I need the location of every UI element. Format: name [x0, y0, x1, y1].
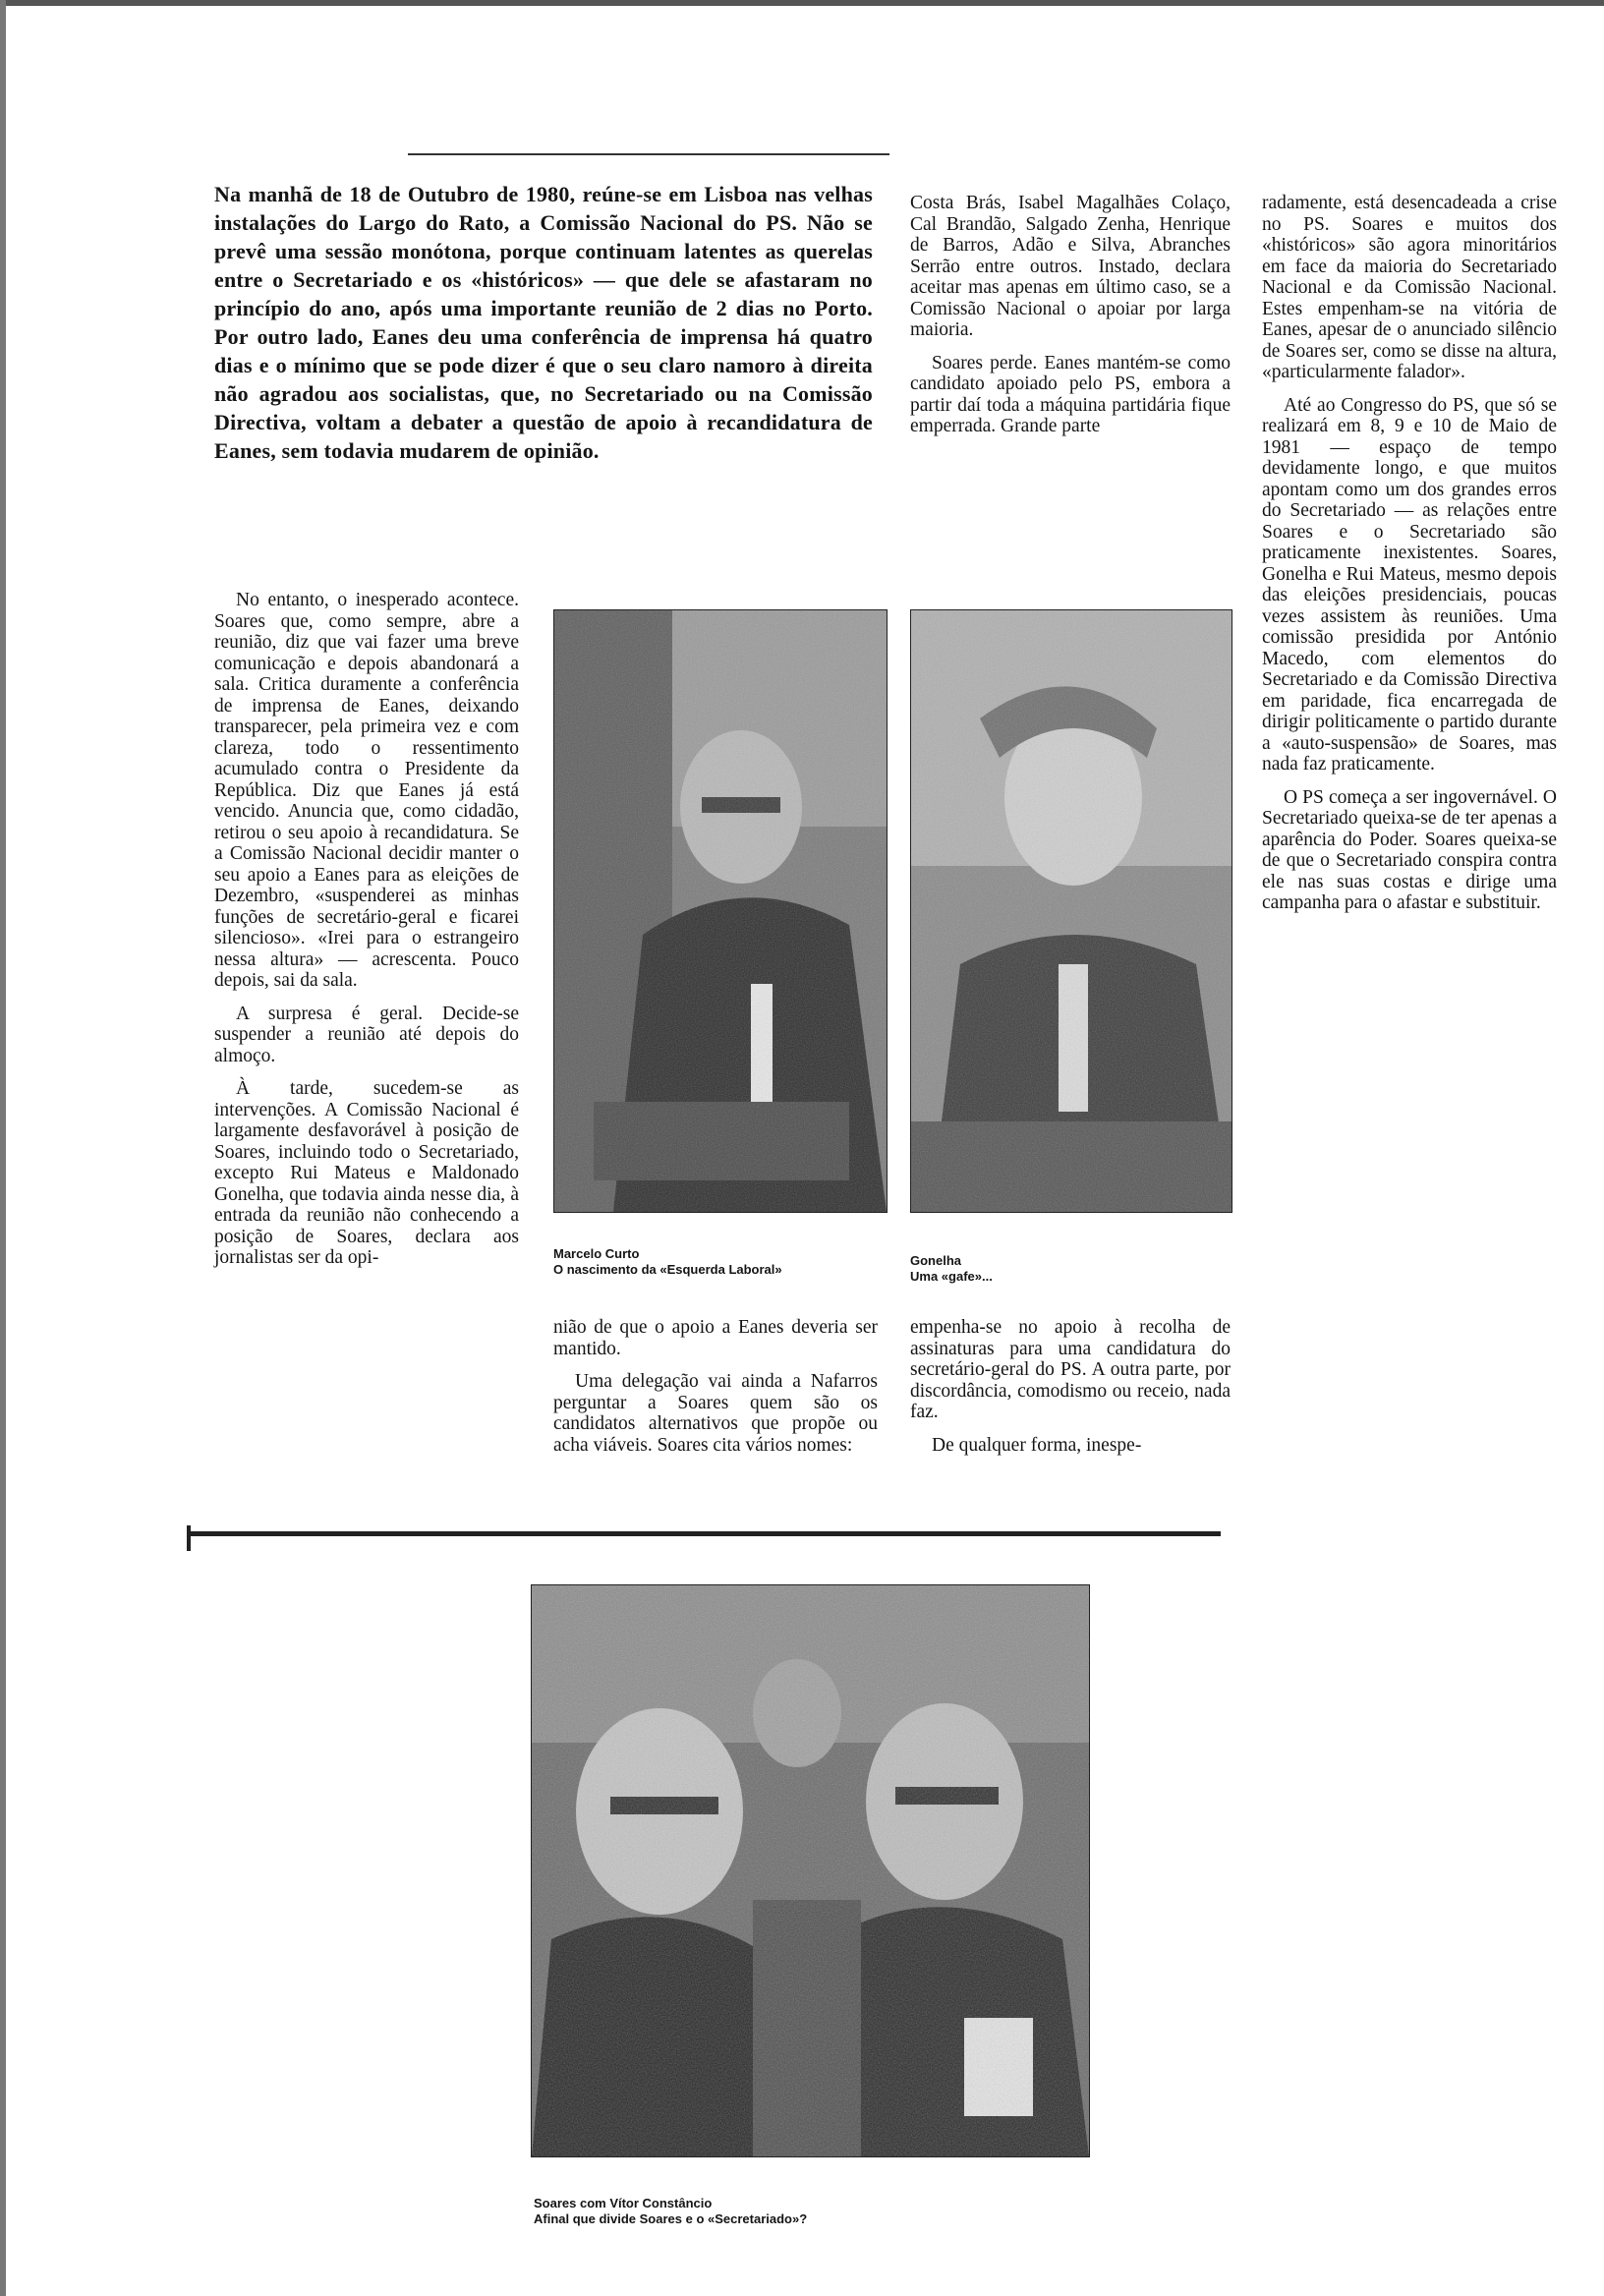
column-3-paragraph-4: De qualquer forma, inespe- — [932, 1434, 1142, 1456]
article-column-3-bottom — [910, 1317, 1231, 1467]
photo-soares-constancio — [531, 1584, 1090, 2157]
caption-photo-1 — [553, 1246, 886, 1278]
column-3-paragraph-3: empenha-se no apoio à recolha de assinaturas para uma candidatura do secretário-geral do PS. A outra parte, por discordância, comodismo ou receio, nada faz. — [910, 1317, 1231, 1422]
caption-photo-2-text: Uma «gafe»... — [910, 1269, 993, 1284]
article-column-4 — [1262, 193, 1557, 926]
caption-photo-1-text: O nascimento da «Esquerda Laboral» — [553, 1262, 782, 1277]
column-1-paragraph-2: A surpresa é geral. Decide-se suspender a reunião até depois do almoço. — [214, 1003, 519, 1066]
column-2-paragraph-2: Uma delegação vai ainda a Nafarros perguntar a Soares quem são os candidatos alternativos que propõe ou acha viáveis. Soares cita vários nomes: — [553, 1371, 878, 1456]
caption-photo-1-name: Marcelo Curto — [553, 1246, 640, 1261]
scan-edge-top — [0, 0, 1604, 6]
article-lead: Na manhã de 18 de Outubro de 1980, reúne-se em Lisboa nas velhas instalações do Largo do Rato, a Comissão Nacional do PS. Não se prevê uma sessão monótona, porque continuam latentes as querelas entre o Secretariado e os «históricos» — que dele se afastaram no princípio do ano, após uma importante reunião de 2 dias no Porto. Por outro lado, Eanes deu uma conferência de imprensa há quatro dias e o mínimo que se pode dizer é que o seu claro namoro à direita não agradou aos socialistas, que, no Secretariado ou na Comissão Directiva, voltam a debater a questão de apoio à recandidatura de Eanes, sem todavia mudarem de opinião. — [214, 182, 873, 463]
photo-marcelo-curto-image — [554, 610, 887, 1212]
scan-edge-left — [0, 0, 6, 2296]
column-4-paragraph-3: O PS começa a ser ingovernável. O Secretariado queixa-se de ter apenas a aparência do Poder. Soares queixa-se de que o Secretariado conspira contra ele nas suas costas e dirige uma campanha para o afastar e substituir. — [1262, 786, 1557, 913]
column-3-paragraph-1: Costa Brás, Isabel Magalhães Colaço, Cal Brandão, Salgado Zenha, Henrique de Barros, Adão e Silva, Abranches Serrão entre outros. Instado, declara aceitar mas apenas em último caso, se a Comissão Nacional o apoiar por larga maioria. — [910, 193, 1231, 340]
column-1-paragraph-3: À tarde, sucedem-se as intervenções. A Comissão Nacional é largamente desfavorável à posição de Soares, incluindo todo o Secretariado, excepto Rui Mateus e Maldonado Gonelha, que todavia ainda nesse dia, à entrada da reunião não conhecendo a posição de Soares, declara aos jornalistas ser da opi- — [214, 1078, 519, 1268]
photo-gonelha — [910, 609, 1232, 1213]
column-4-paragraph-2: Até ao Congresso do PS, que só se realizará em 8, 9 e 10 de Maio de 1981 — espaço de tempo devidamente longo, e que muitos apontam como um dos grandes erros do Secretariado — as relações entre Soares e o Secretariado são praticamente inexistentes. Soares, Gonelha e Rui Mateus, mesmo depois das eleições presidenciais, poucas vezes assistem às reuniões. Uma comissão presidida por António Macedo, com elementos do Secretariado e da Comissão Directiva em paridade, fica encarregada de dirigir politicamente o partido durante a «auto-suspensão» de Soares, mas nada faz praticamente. — [1262, 394, 1557, 775]
column-1-paragraph-1: No entanto, o inesperado acontece. Soares que, como sempre, abre a reunião, diz que vai fazer uma breve comunicação e depois abandonará a sala. Critica duramente a conferência de imprensa de Eanes, deixando transparecer, pela primeira vez e com clareza, todo o ressentimento acumulado contra o Presidente da República. Diz que Eanes já está vencido. Anuncia que, como cidadão, retirou o seu apoio à recandidatura. Se a Comissão Nacional decidir manter o seu apoio a Eanes para as eleições de Dezembro, «suspenderei as minhas funções de secretário-geral e ficarei silencioso». «Irei para o estrangeiro nessa altura» — acrescenta. Pouco depois, sai da sala. — [214, 590, 519, 991]
column-2-paragraph-1: nião de que o apoio a Eanes deveria ser mantido. — [553, 1317, 878, 1359]
article-column-2 — [553, 1317, 878, 1467]
caption-photo-3 — [534, 2196, 1084, 2227]
caption-photo-2-name: Gonelha — [910, 1253, 962, 1268]
bottom-rule — [187, 1531, 1221, 1536]
column-4-paragraph-1: radamente, está desencadeada a crise no PS. Soares e muitos dos «históricos» são agora minoritários em face da maioria do Secretariado Nacional e da Comissão Nacional. Estes empenham-se na vitória de Eanes, apesar de o anunciado silêncio de Soares ser, como se disse na altura, «particularmente falador». — [1262, 193, 1557, 382]
caption-photo-2 — [910, 1253, 1231, 1285]
photo-gonelha-image — [911, 610, 1232, 1212]
caption-photo-3-text: Afinal que divide Soares e o «Secretariado»? — [534, 2211, 808, 2226]
column-3-paragraph-2: Soares perde. Eanes mantém-se como candidato apoiado pelo PS, embora a partir daí toda a máquina partidária fique emperrada. Grande parte — [910, 352, 1231, 436]
article-column-1 — [214, 590, 519, 1281]
caption-photo-3-name: Soares com Vítor Constâncio — [534, 2196, 713, 2210]
top-rule — [408, 153, 889, 155]
photo-soares-constancio-image — [532, 1585, 1089, 2156]
photo-marcelo-curto — [553, 609, 888, 1213]
bottom-rule-tick — [187, 1525, 191, 1551]
article-column-3-top — [910, 193, 1231, 449]
